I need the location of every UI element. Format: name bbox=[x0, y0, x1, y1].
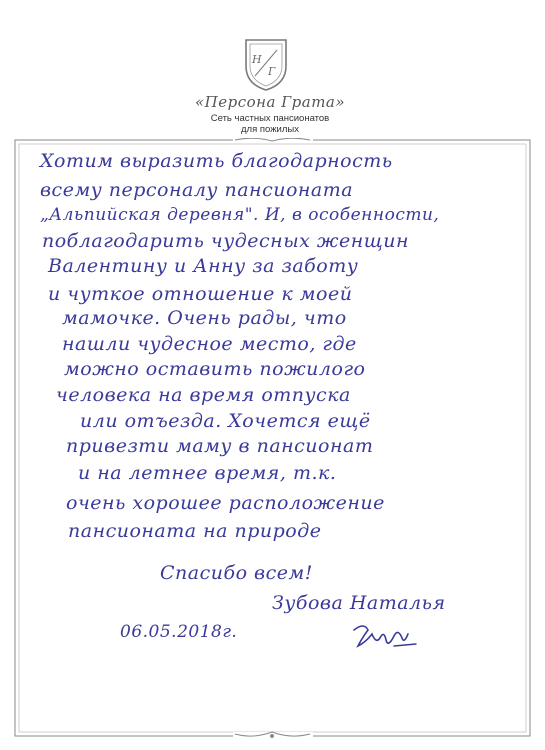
brand-tagline: Сеть частных пансионатов bbox=[210, 113, 330, 124]
letter-line: привезти маму в пансионат bbox=[66, 435, 374, 457]
letter-line: пансионата на природе bbox=[68, 520, 322, 542]
letter-date: 06.05.2018г. bbox=[120, 622, 238, 642]
brand-name: «Персона Грата» bbox=[194, 93, 346, 111]
letter-closing: Спасибо всем! bbox=[160, 562, 313, 584]
svg-text:Г: Г bbox=[268, 65, 276, 78]
crest-logo bbox=[241, 36, 291, 92]
letter-line: поблагодарить чудесных женщин bbox=[42, 230, 410, 252]
letter-line: Валентину и Анну за заботу bbox=[48, 255, 359, 277]
letter-line: можно оставить пожилого bbox=[64, 358, 366, 380]
letter-line: нашли чудесное место, где bbox=[62, 333, 357, 355]
brand-tagline-secondary: для пожилых bbox=[241, 124, 299, 135]
svg-text:Н: Н bbox=[252, 53, 262, 66]
letter-line: человека на время отпуска bbox=[56, 384, 351, 406]
letter-line: Хотим выразить благодарность bbox=[40, 150, 393, 172]
letter-author: Зубова Наталья bbox=[272, 592, 446, 614]
letter-line: и чуткое отношение к моей bbox=[48, 283, 353, 305]
letter-line: или отъезда. Хочется ещё bbox=[80, 410, 371, 432]
letter-line: „Альпийская деревня". И, в особенности, bbox=[40, 205, 440, 225]
letter-line: мамочке. Очень рады, что bbox=[62, 307, 347, 329]
signature bbox=[350, 620, 420, 656]
letter-line: и на летнее время, т.к. bbox=[78, 462, 337, 484]
letter-line: всему персоналу пансионата bbox=[40, 179, 354, 201]
letter-line: очень хорошее расположение bbox=[66, 492, 385, 514]
